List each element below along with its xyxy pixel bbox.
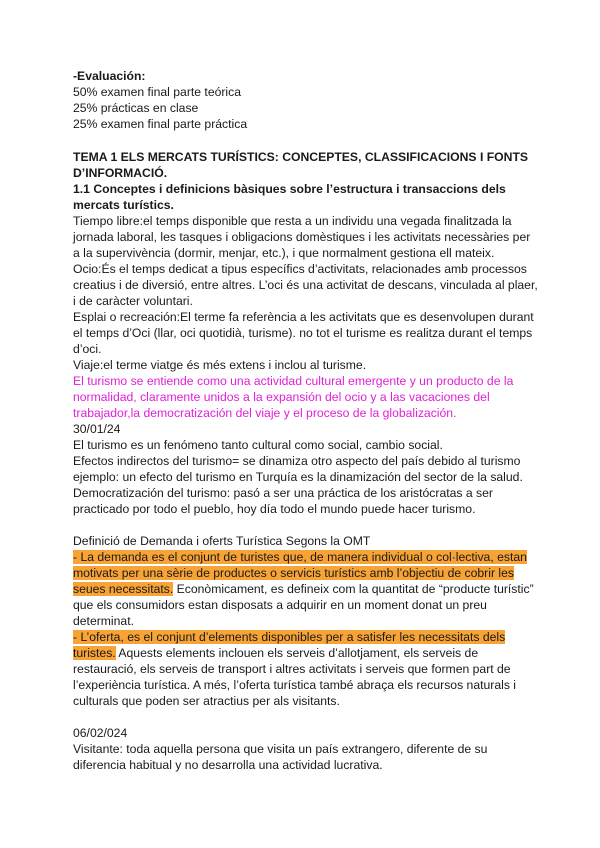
omt-section — [73, 533, 540, 709]
offer-text: Aquests elements inclouen els serveis d’allotjament, els serveis de restauració, els serveis de transport i altres activitats i serveis que formen part de l’experiència turística. A més, l’oferta turística també abraça els recursos naturals i culturals que poden ser atractius per als visitants. — [73, 646, 517, 708]
session-paragraph: Visitante: toda aquella persona que visita un país extrangero, diferente de su diferencia habitual y no desarrolla una actividad lucrativa. — [73, 742, 488, 772]
evaluation-item: 50% examen final parte teórica — [73, 85, 242, 99]
tema-title: TEMA 1 ELS MERCATS TURÍSTICS: CONCEPTES, CLASSIFICACIONS I FONTS D’INFORMACIÓ. — [73, 150, 529, 180]
definition-paragraph: Esplai o recreación:El terme fa referència a les activitats que es desenvolupen durant el temps d’Oci (llar, oci quotidià, turisme). no tot el turisme es realitza durant el temps d’oci. — [73, 310, 534, 356]
evaluation-section — [73, 68, 540, 132]
session-date: 06/02/024 — [73, 726, 128, 740]
spacer — [73, 517, 540, 533]
definition-paragraph: Ocio:És el temps dedicat a tipus específics d’activitats, relacionades amb processos creatius i de diversió, entre altres. L’oci és una activitat de descans, vinculada al plaer, i de caràcter voluntari. — [73, 262, 538, 308]
omt-heading: Definició de Demanda i oferts Turística Segons la OMT — [73, 534, 371, 548]
tema-section — [73, 149, 540, 421]
tourism-definition: El turismo se entiende como una actividad cultural emergente y un producto de la normalidad, claramente unidos a la expansión del ocio y a las vacaciones del trabajador,la democratización del viaje y el proceso de la globalización. — [73, 374, 514, 420]
session-paragraph: El turismo es un fenómeno tanto cultural como social, cambio social. — [73, 438, 443, 452]
demand-paragraph — [73, 549, 540, 629]
evaluation-item: 25% prácticas en clase — [73, 101, 199, 115]
tema-subtitle: 1.1 Conceptes i definicions bàsiques sobre l’estructura i transaccions dels mercats turístics. — [73, 182, 506, 212]
definition-paragraph: Tiempo libre:el temps disponible que resta a un individu una vegada finalitzada la jornada laboral, les tasques i obligacions domèstiques i les activitats necessàries per a la supervivència (dormir, menjar, etc.), i que normalment gestiona ell mateix. — [73, 214, 531, 260]
session-section — [73, 421, 540, 517]
session-section — [73, 725, 540, 773]
session-date: 30/01/24 — [73, 422, 121, 436]
offer-paragraph — [73, 629, 540, 709]
evaluation-item: 25% examen final parte práctica — [73, 117, 248, 131]
offer-highlight: - L’oferta, es el conjunt d’elements disponibles per a satisfer les necessitats dels turistes. — [73, 630, 506, 660]
definition-paragraph: Viaje:el terme viatge és més extens i inclou al turisme. — [73, 358, 367, 372]
evaluation-heading: -Evaluación: — [73, 69, 146, 83]
session-paragraph: Efectos indirectos del turismo= se dinamiza otro aspecto del país debido al turismo ejemplo: un efecto del turismo en Turquía es la dinamización del sector de la salud. — [73, 454, 523, 484]
spacer — [73, 709, 540, 725]
session-paragraph: Democratización del turismo: pasó a ser una práctica de los aristócratas a ser practicado por todo el pueblo, hoy día todo el mundo puede hacer turismo. — [73, 486, 493, 516]
demand-text: Econòmicament, es defineix com la quantitat de “producte turístic” que els consumidors estan disposats a adquirir en un moment donat un preu determinat. — [73, 582, 534, 628]
demand-highlight: - La demanda es el conjunt de turistes que, de manera individual o col·lectiva, estan motivats per una sèrie de productes o servicis turístics amb l’objectiu de cobrir les seues necessitats. — [73, 550, 527, 596]
